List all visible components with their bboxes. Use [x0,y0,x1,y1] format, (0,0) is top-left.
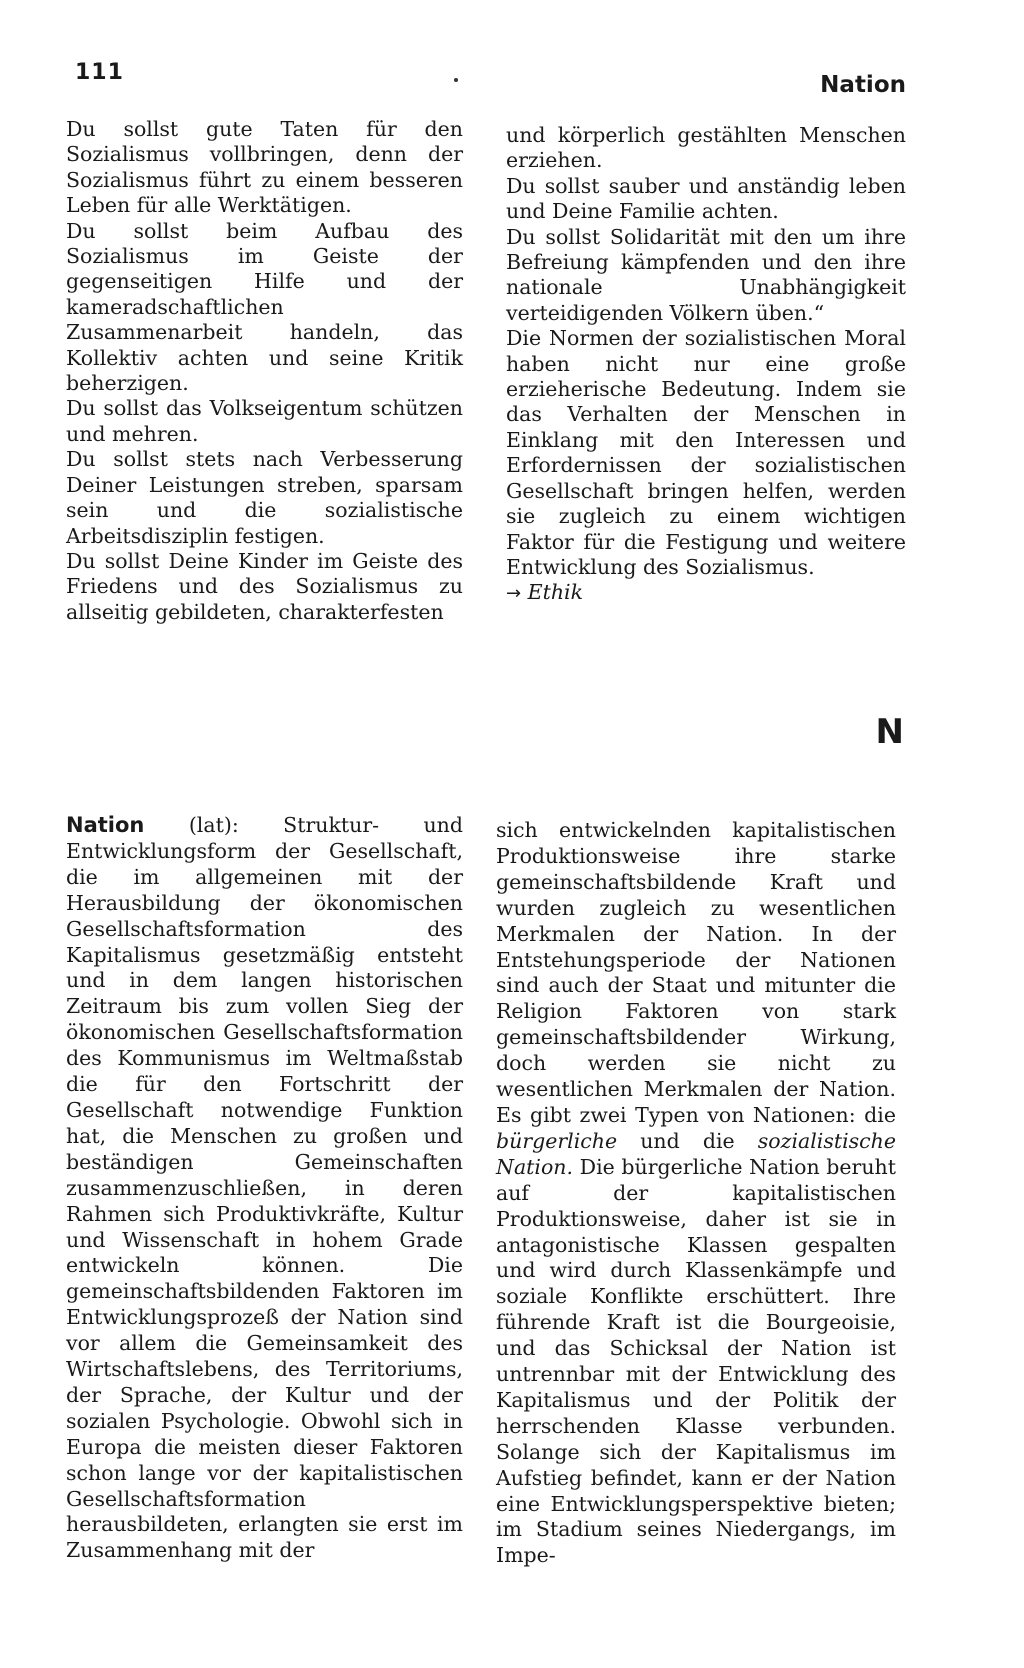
entry-text: und die [640,1128,735,1153]
entry-emphasis: sozialistische Nation. [496,1128,896,1179]
entry-text: Struktur- und Entwicklungsform der Gesellschaft, die im allgemeinen mit der Herausbildung der ökonomischen Gesellschaftsformation des Kapitalismus gesetzmäßig entsteht und in dem langen historischen Zeitraum bis zum vollen Sieg der ökonomischen Gesellschaftsformation des Kommunismus im Weltmaßstab die für den Fortschritt der Gesellschaft notwendige Funktion hat, die Menschen zu großen und beständigen Gemeinschaften zusammenzuschließen, in deren Rahmen sich Produktivkräfte, Kultur und Wissenschaft in hohem Grade entwickeln können. Die gemeinschaftsbildenden Faktoren im Entwicklungsprozeß der Nation sind vor allem die Gemeinsamkeit des Wirtschaftslebens, des Territoriums, der Sprache, der Kultur und der sozialen Psychologie. Obwohl sich in Europa die meisten dieser Faktoren schon lange vor der kapitalistischen Gesellschaftsformation herausbildeten, erlangten sie erst im Zusammenhang mit der [66,813,463,1563]
header-dot [454,78,458,82]
paragraph: Die Normen der sozialistischen Moral haben nicht nur eine große erzieherische Bedeutung. Indem sie das Verhalten der Menschen in Einklang mit den Interessen und Erfordernissen der sozialistischen Gesellschaft bringen helfen, werden sie zugleich zu einem wichtigen Faktor für die Festigung und weitere Entwicklung des Sozialismus. [506,326,906,579]
see-also-term: Ethik [527,580,584,605]
entry-headword: Nation [66,813,145,837]
arrow-right-icon: → [506,583,522,605]
entry-text: Die bürgerliche Nation beruht auf der kapitalistischen Produktionsweise, daher ist sie in antagonistische Klassen gespalten und wird durch Klassenkämpfe und soziale Konflikte erschüttert. Ihre führende Kraft ist die Bourgeoisie, und das Schicksal der Nation ist untrennbar mit der Entwicklung des Kapitalismus und der Politik der herrschenden Klasse verbunden. Solange sich der Kapitalismus im Aufstieg befindet, kann er der Nation eine Entwicklungsperspektive bieten; im Stadium seines Niedergangs, im Impe- [496,1154,896,1568]
paragraph: Du sollst beim Aufbau des Sozialismus im Geiste der gegenseitigen Hilfe und der kameradschaftlichen Zusammenarbeit handeln, das Kollektiv achten und seine Kritik beherzigen. [66,218,463,396]
entry-text: sich entwickelnden kapitalistischen Produktionsweise ihre starke gemeinschaftsbildende Kraft und wurden zugleich zu wesentlichen Merkmalen der Nation. In der Entstehungsperiode der Nationen sind auch der Staat und mitunter die Religion Faktoren von stark gemeinschaftsbildender Wirkung, doch werden sie nicht zu wesentlichen Merkmalen der Nation. Es gibt zwei Typen von Nationen: die [496,818,896,1127]
paragraph: Du sollst sauber und anständig leben und Deine Familie achten. [506,173,906,224]
see-also-reference[interactable] [506,580,906,606]
paragraph: Du sollst Deine Kinder im Geiste des Friedens und des Sozialismus zu allseitig gebildeten, charakterfesten [66,548,463,624]
paragraph: Du sollst das Volkseigentum schützen und mehren. [66,396,463,446]
entry-paragraph [496,818,896,1569]
entry-etymology: (lat): [188,813,239,837]
paragraph: und körperlich gestählten Menschen erziehen. [506,123,906,173]
paragraph: Du sollst stets nach Verbesserung Deiner Leistungen streben, sparsam sein und die sozialistische Arbeitsdisziplin festigen. [66,447,463,548]
top-left-column [66,117,463,625]
section-letter: N [875,712,904,752]
entry-right-column [496,818,896,1569]
paragraph: Du sollst gute Taten für den Sozialismus vollbringen, denn der Sozialismus führt zu einem besseren Leben für alle Werktätigen. [66,117,463,218]
paragraph: Du sollst Solidarität mit den um ihre Befreiung kämpfenden und den ihre nationale Unabhängigkeit verteidigenden Völkern üben.“ [506,224,906,325]
page-number: 111 [75,60,124,85]
top-right-column [506,123,906,607]
entry-emphasis: bürgerliche [496,1128,618,1153]
running-head: Nation [820,72,906,98]
entry-paragraph [66,813,463,1564]
entry-left-column [66,813,463,1564]
